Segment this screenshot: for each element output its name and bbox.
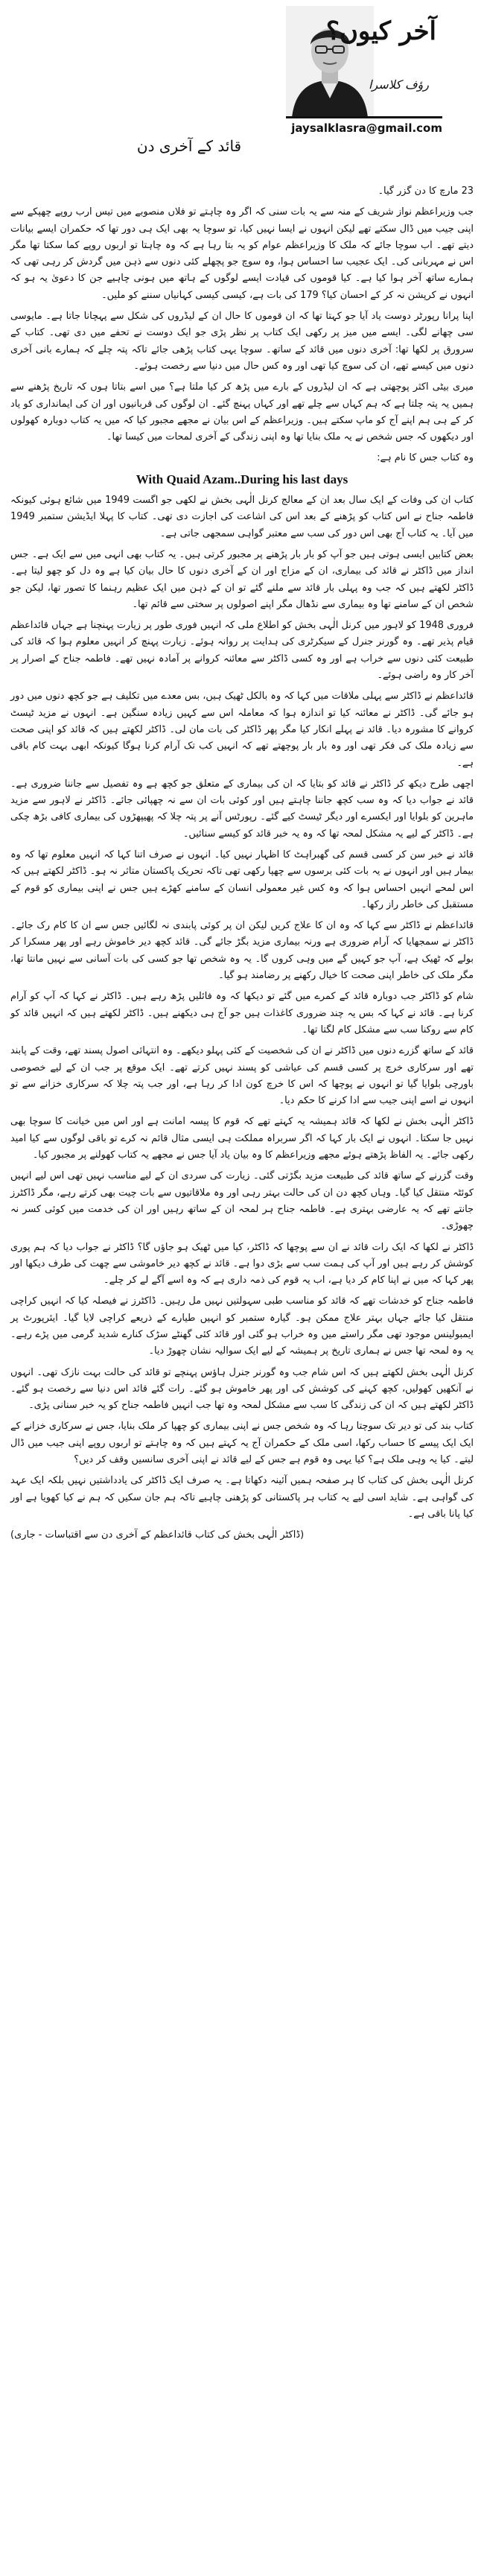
column-title: قائد کے آخری دن xyxy=(136,137,242,155)
article-paragraph: قائد نے خبر سن کر کسی قسم کی گھبراہٹ کا اظہار نہیں کیا۔ انہوں نے صرف اتنا کہا کہ انہیں معلوم تھا کہ وہ بیمار ہیں اور انہوں نے یہ بات کئی برسوں سے چھپا رکھی تھی تاکہ تحریک پاکستان متاثر نہ ہو۔ ڈاکٹر لکھتے ہیں کہ اس لمحے انہیں احساس ہوا کہ وہ کس غیر معمولی انسان کے سامنے کھڑے ہیں جس نے اپنی بیماری کو قوم کے مستقبل کی خاطر راز رکھا۔ xyxy=(10,848,474,910)
columnist-email: jaysalklasra@gmail.com xyxy=(291,121,442,135)
article-paragraph: ڈاکٹر الٰہی بخش نے لکھا کہ قائد ہمیشہ یہ کہتے تھے کہ قوم کا پیسہ امانت ہے اور اس میں خیانت کا سوچا بھی نہیں جا سکتا۔ انہوں نے ایک بار کہا کہ اگر سربراہ مملکت ہی ایسی مثال قائم نہ کرے تو باقی لوگوں سے کیا امید رکھی جائے۔ یہ الفاظ پڑھتے ہوئے مجھے وزیراعظم کا وہ بیان یاد آیا جس نے مجھے یہ کتاب کھولنے پر مجبور کیا۔ xyxy=(10,1116,474,1161)
article-paragraph: کتاب ان کی وفات کے ایک سال بعد ان کے معالج کرنل الٰہی بخش نے لکھی جو اگست 1949 میں شائع ہوئی کیونکہ فاطمہ جناح نے اس کتاب کو پڑھنے کے بعد اس کی اشاعت کی اجازت دی تھی۔ کتاب کا پہلا ایڈیشن ستمبر 1949 میں آیا۔ یہ کتاب آج بھی اس دور کی سب سے معتبر گواہی سمجھی جاتی ہے۔ xyxy=(10,495,474,539)
column-masthead xyxy=(10,0,474,179)
article-paragraph: کتاب بند کی تو دیر تک سوچتا رہا کہ وہ شخص جس نے اپنی بیماری کو چھپا کر ملک بنایا، جس نے سرکاری خزانے کے ایک ایک پیسے کا حساب رکھا، اسی ملک کے حکمران آج یہ کہتے ہیں کہ وہ چاہتے تو اربوں روپے اپنی جیب میں ڈال لیتے۔ کیا یہ وہی ملک ہے؟ کیا یہی وہ قوم ہے جس کے لیے قائد نے اپنی آخری سانسیں وقف کر دیں؟ xyxy=(10,1421,474,1466)
logo-divider xyxy=(286,116,442,118)
article-paragraph: کرنل الٰہی بخش لکھتے ہیں کہ اس شام جب وہ گورنر جنرل ہاؤس پہنچے تو قائد کی حالت بہت نازک تھی۔ انہوں نے آنکھیں کھولیں، کچھ کہنے کی کوشش کی اور پھر خاموش ہو گئے۔ رات گئے قائد اس دنیا سے رخصت ہو گئے۔ ڈاکٹر لکھتے ہیں کہ ان کی زندگی کا سب سے مشکل لمحہ وہ تھا جب انہیں فاطمہ جناح کو یہ خبر سنانی پڑی۔ xyxy=(10,1366,474,1412)
article-paragraph: قائداعظم نے ڈاکٹر سے کہا کہ وہ ان کا علاج کریں لیکن ان پر کوئی پابندی نہ لگائیں جس سے ان کا کام رک جائے۔ ڈاکٹر نے سمجھایا کہ آرام ضروری ہے ورنہ بیماری مزید بگڑ جائے گی۔ قائد کچھ دیر خاموش رہے اور پھر مسکرا کر بولے کہ ٹھیک ہے، آپ جو کہیں گے میں وہی کروں گا۔ یہ وہ شخص تھا جو کسی کی بات آسانی سے نہیں مانتا تھا، مگر ملک کی خاطر اپنی صحت کا خیال رکھنے پر رضامند ہو گیا۔ xyxy=(10,920,474,982)
article-paragraph: قائد کے ساتھ گزرے دنوں میں ڈاکٹر نے ان کی شخصیت کے کئی پہلو دیکھے۔ وہ انتہائی اصول پسند تھے، وقت کے پابند تھے اور سرکاری خرچ پر کسی قسم کی عیاشی کو پسند نہیں کرتے تھے۔ ایک موقع پر جب ان کے لیے خصوصی باورچی بلوایا گیا تو انہوں نے پوچھا کہ اس کا خرچ کون ادا کر رہا ہے، اور جب پتہ چلا کہ سرکاری خزانے سے تو انہوں نے اسے اپنی جیب سے ادا کرنے کا حکم دیا۔ xyxy=(10,1045,474,1107)
column-logo-title: آخر کیوں؟ xyxy=(325,16,436,46)
article-paragraph: 23 مارچ کا دن گزر گیا۔ xyxy=(378,185,474,197)
article-paragraph: جب وزیراعظم نواز شریف کے منہ سے یہ بات سنی کہ اگر وہ چاہتے تو فلاں منصوبے میں تیس ارب روپے چھپکے سے اپنی جیب میں ڈال سکتے تھے لیکن انہوں نے ایسا نہیں کیا، تو سوچا یہ بھی ایک ہی دور تھا کہ حکمران ایسے بیانات دیتے تھے۔ اب سوچا جائے کہ ملک کا وزیراعظم عوام کو یہ بتا رہا ہے کہ وہ چاہتا تو اربوں روپے کما سکتا تھا مگر اس نے مہربانی کی۔ ایک عجیب سا احساس ہوا، وہ سوچ جو پچھلے کئی دنوں سے ذہن میں گردش کر رہی تھی کہ ہمارے ساتھ آخر ہوا کیا ہے۔ کیا قوموں کی قیادت ایسے لوگوں کے ہاتھ میں ہونی چاہیے جن کا دعویٰ یہ ہو کہ انہوں نے کرپشن نہ کر کے احسان کیا؟ 179 کی بات ہے، کیسی کیسی کہانیاں سننے کو ملیں۔ xyxy=(10,206,474,301)
article-paragraph: کرنل الٰہی بخش کی کتاب کا ہر صفحہ ہمیں آئینہ دکھاتا ہے۔ یہ صرف ایک ڈاکٹر کی یادداشتیں نہیں بلکہ ایک عہد کی گواہی ہے۔ شاید اسی لیے یہ کتاب ہر پاکستانی کو پڑھنی چاہیے تاکہ ہم جان سکیں کہ ہم نے کیا کھویا ہے اور کیا پانا باقی ہے۔ xyxy=(10,1475,474,1520)
article-body xyxy=(10,183,474,1544)
article-signoff: (ڈاکٹر الٰہی بخش کی کتاب قائداعظم کے آخری دن سے اقتباسات - جاری) xyxy=(10,1529,305,1541)
article-paragraph: فاطمہ جناح کو خدشات تھے کہ قائد کو مناسب طبی سہولتیں نہیں مل رہیں۔ ڈاکٹرز نے فیصلہ کیا کہ انہیں کراچی منتقل کیا جائے جہاں بہتر علاج ممکن ہو۔ گیارہ ستمبر کو انہیں طیارے کے ذریعے کراچی لایا گیا۔ ایئرپورٹ پر ایمبولینس موجود تھی مگر راستے میں وہ خراب ہو گئی اور قائد کئی گھنٹے سڑک کنارے شدید گرمی میں پڑے رہے۔ یہ وہ لمحہ تھا جس نے ہماری تاریخ پر ہمیشہ کے لیے ایک سوالیہ نشان چھوڑ دیا۔ xyxy=(10,1295,474,1357)
article-paragraph: میری بیٹی اکثر پوچھتی ہے کہ ان لیڈروں کے بارے میں پڑھ کر کیا ملتا ہے؟ میں اسے بتاتا ہوں کہ تاریخ پڑھنے سے ہمیں یہ پتہ چلتا ہے کہ ہم کہاں سے چلے تھے اور کہاں پہنچ گئے۔ ان لوگوں کی قربانیوں اور ان کی ایمانداری کو یاد کر کے ہی ہم اپنے آج کو ماپ سکتے ہیں۔ وزیراعظم کے اس بیان نے مجھے مجبور کیا کہ میں یہ کتاب دوبارہ کھولوں اور دیکھوں کہ جس شخص نے یہ ملک بنایا تھا وہ اپنی زندگی کے آخری لمحات میں کیسا تھا۔ xyxy=(10,381,474,443)
article-paragraph: بعض کتابیں ایسی ہوتی ہیں جو آپ کو بار بار پڑھنے پر مجبور کرتی ہیں۔ یہ کتاب بھی انہی میں سے ایک ہے۔ جس انداز میں ڈاکٹر نے قائد کی بیماری، ان کے مزاج اور ان کے آخری دنوں کا حال بیان کیا ہے وہ دل کو چھو لیتا ہے۔ ڈاکٹر لکھتے ہیں کہ جب وہ پہلی بار قائد سے ملنے گئے تو ان کے ذہن میں ایک عظیم رہنما کا تصور تھا، لیکن جو شخص ان کے سامنے تھا وہ بیماری سے نڈھال مگر اپنے اصولوں پر سختی سے قائم تھا۔ xyxy=(10,548,474,610)
article-paragraph: اچھی طرح دیکھ کر ڈاکٹر نے قائد کو بتایا کہ ان کی بیماری کے متعلق جو کچھ ہے وہ تفصیل سے جاننا ضروری ہے۔ قائد نے جواب دیا کہ وہ سب کچھ جاننا چاہتے ہیں اور کوئی بات ان سے نہ چھپائی جائے۔ ڈاکٹر نے لاہور سے مزید ماہرین کو بلوایا اور ایکسرے اور دیگر ٹیسٹ کیے گئے۔ رپورٹس آنے پر پتہ چلا کہ پھیپھڑوں کی بیماری کافی بڑھ چکی ہے۔ ڈاکٹر کے لیے یہ مشکل لمحہ تھا کہ وہ یہ خبر قائد کو کیسے سنائیں۔ xyxy=(10,778,474,840)
article-paragraph: قائداعظم نے ڈاکٹر سے پہلی ملاقات میں کہا کہ وہ بالکل ٹھیک ہیں، بس معدے میں تکلیف ہے جو کچھ دنوں میں دور ہو جائے گی۔ ڈاکٹر نے معائنہ کیا تو اندازہ ہوا کہ معاملہ اس سے کہیں زیادہ سنگین ہے۔ انہوں نے مزید ٹیسٹ کروانے کا مشورہ دیا۔ قائد نے پہلے انکار کیا مگر پھر ڈاکٹر کی بات مان لی۔ ڈاکٹر لکھتے ہیں کہ قائد کو اپنی صحت سے زیادہ ملک کی فکر تھی اور وہ بار بار پوچھتے تھے کہ انہیں کب تک آرام کرنا ہوگا کیونکہ ابھی بہت کام باقی ہے۔ xyxy=(10,691,474,769)
column-logo xyxy=(286,6,442,135)
columnist-name: رؤف کلاسرا xyxy=(369,77,429,92)
article-paragraph: شام کو ڈاکٹر جب دوبارہ قائد کے کمرے میں گئے تو دیکھا کہ وہ فائلیں پڑھ رہے ہیں۔ ڈاکٹر نے کہا کہ آپ کو آرام کرنا ہے۔ قائد نے کہا کہ بس یہ چند ضروری کاغذات ہیں جو آج ہی دیکھنے ہیں۔ ڈاکٹر لکھتے ہیں کہ انہیں قائد کو کام سے روکنا سب سے مشکل کام لگتا تھا۔ xyxy=(10,991,474,1035)
article-paragraph: فروری 1948 کو لاہور میں کرنل الٰہی بخش کو اطلاع ملی کہ انہیں فوری طور پر زیارت پہنچنا ہے جہاں قائداعظم قیام پذیر تھے۔ وہ گورنر جنرل کے سیکرٹری کی ہدایت پر روانہ ہوئے۔ زیارت پہنچ کر انہیں معلوم ہوا کہ قائد کی طبیعت کئی دنوں سے خراب ہے اور وہ کسی ڈاکٹر سے معائنہ کروانے پر آمادہ نہیں تھے۔ فاطمہ جناح کے اصرار پر آخر کار وہ راضی ہوئے۔ xyxy=(10,620,474,682)
article-paragraph: اپنا پرانا رپورٹر دوست یاد آیا جو کہتا تھا کہ ان قوموں کا حال ان کے لیڈروں کی شکل سے پہچانا جاتا ہے۔ مایوسی سی چھانے لگی۔ ایسے میں میز پر رکھی ایک کتاب پر نظر پڑی جو ایک دوست نے تحفے میں دی تھی۔ کتاب کے سرورق پر لکھا تھا: آخری دنوں میں قائد کے ساتھ۔ سوچا یہی کتاب پڑھی جائے تاکہ پتہ چلے کہ ہمارے بانی آخری دنوں میں کیسے تھے، ان کی سوچ کیا تھی اور وہ کس حال میں دنیا سے رخصت ہوئے۔ xyxy=(10,311,474,372)
article-paragraph: ڈاکٹر نے لکھا کہ ایک رات قائد نے ان سے پوچھا کہ ڈاکٹر، کیا میں ٹھیک ہو جاؤں گا؟ ڈاکٹر نے جواب دیا کہ ہم پوری کوشش کر رہے ہیں اور آپ کی ہمت سب سے بڑی دوا ہے۔ قائد نے کچھ دیر خاموشی سے چھت کی طرف دیکھا اور پھر کہا کہ میں نے اپنا کام کر دیا ہے، اب یہ قوم کی ذمہ داری ہے کہ وہ اسے آگے لے کر چلے۔ xyxy=(10,1241,474,1287)
book-title: With Quaid Azam..During his last days xyxy=(136,472,348,486)
article-paragraph: وقت گزرنے کے ساتھ قائد کی طبیعت مزید بگڑتی گئی۔ زیارت کی سردی ان کے لیے مناسب نہیں تھی اس لیے انہیں کوئٹہ منتقل کیا گیا۔ وہاں کچھ دن ان کی حالت بہتر رہی اور وہ ملاقاتیوں سے بات چیت بھی کرتے رہے، مگر ڈاکٹرز جانتے تھے کہ یہ عارضی بہتری ہے۔ فاطمہ جناح ہر لمحہ ان کے ساتھ رہیں اور ان کی خدمت میں کوئی کسر نہ چھوڑی۔ xyxy=(10,1170,474,1232)
article-paragraph: وہ کتاب جس کا نام ہے: xyxy=(377,452,474,464)
